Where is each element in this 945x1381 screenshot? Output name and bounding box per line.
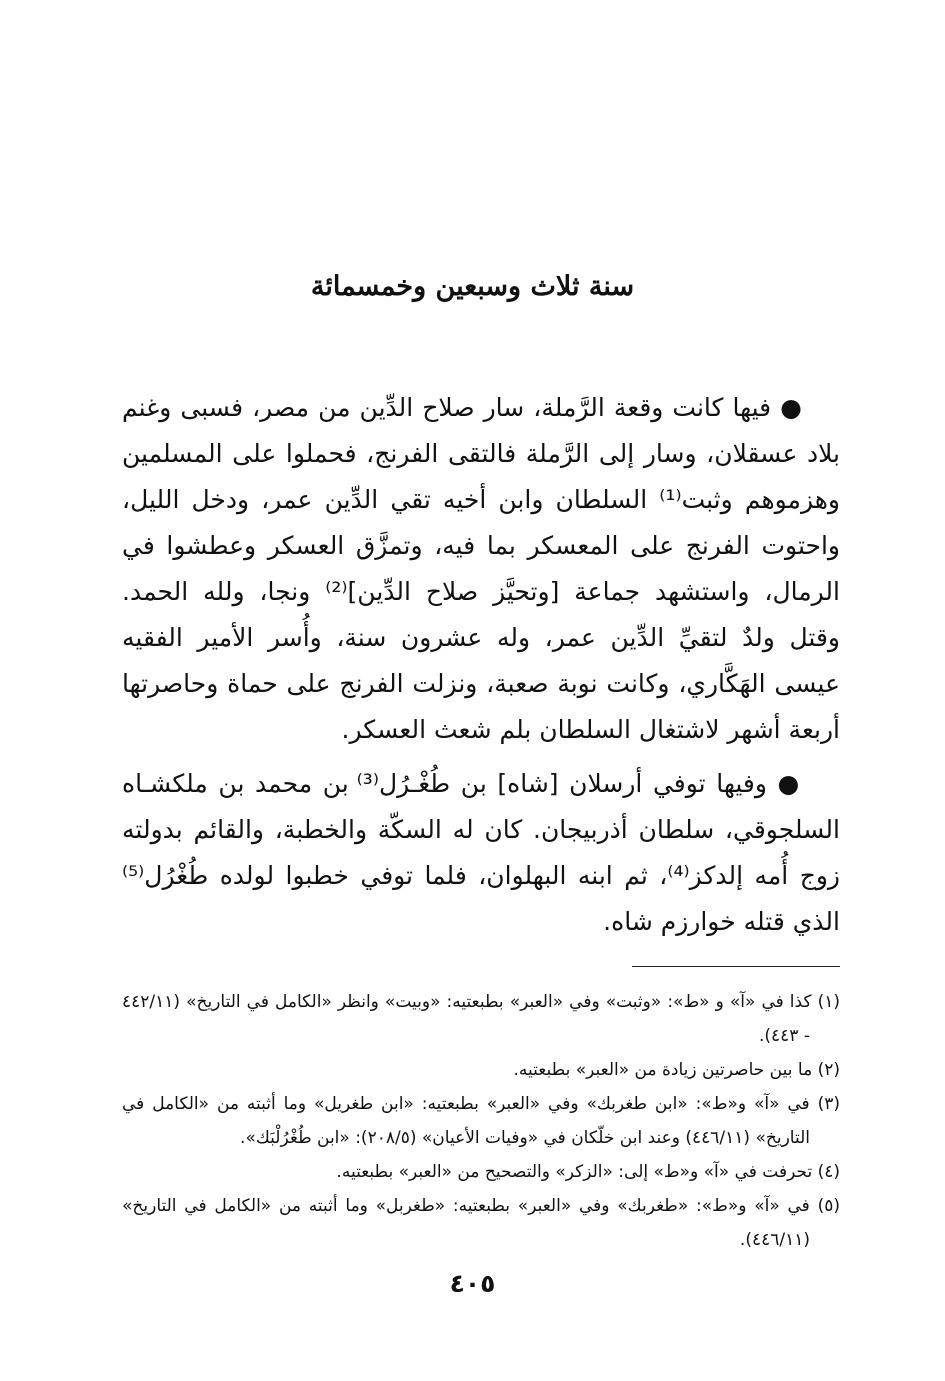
paragraph-2: ● وفيها توفي أرسلان [شاه] بن طُغْـرُل⁽³⁾ بن محمد بن ملكشـاه السلجوقي، سلطان أذربيجان. كان له السكّة والخطبة، والقائم بدولته زوج أُمه إلدكز⁽⁴⁾، ثم ابنه البهلوان، فلما توفي خطبوا لولده طُغْرُل⁽⁵⁾ الذي قتله خوارزم شاه. xyxy=(122,769,840,936)
footnote-3: (٣) في «آ» و«ط»: «ابن طغربك» وفي «العبر» بطبعتيه: «ابن طغريل» وما أثبته من «الكامل في التاريخ» (٤٤٦/١١) وعند ابن خلّكان في «وفيات الأعيان» (٢٠٨/٥): «ابن طُغْرُلْبَك». xyxy=(122,1094,840,1148)
footnote-5: (٥) في «آ» و«ط»: «طغربك» وفي «العبر» بطبعتيه: «طغربل» وما أثبته من «الكامل في التاريخ» (٤٤٦/١١). xyxy=(122,1196,840,1250)
footnote-2: (٢) ما بين حاصرتين زيادة من «العبر» بطبعتيه. xyxy=(513,1060,840,1080)
footnotes xyxy=(122,985,840,1257)
footnote-separator xyxy=(632,966,840,967)
paragraph-1: ● فيها كانت وقعة الرَّملة، سار صلاح الدِّين من مصر، فسبى وغنم بلاد عسقلان، وسار إلى الرَّملة فالتقى الفرنج، فحملوا على المسلمين وهزموهم وثبت⁽¹⁾ السلطان وابن أخيه تقي الدِّين عمر، ودخل الليل، واحتوت الفرنج على المعسكر بما فيه، وتمزَّق العسكر وعطشوا في الرمال، واستشهد جماعة [وتحيَّز صلاح الدِّين]⁽²⁾ ونجا، ولله الحمد. وقتل ولدٌ لتقيِّ الدِّين عمر، وله عشرون سنة، وأُسر الأمير الفقيه عيسى الهَكَّاري، وكانت نوبة صعبة، ونزلت الفرنج على حماة وحاصرتها أربعة أشهر لاشتغال السلطان بلم شعث العسكر. xyxy=(122,393,840,744)
page-title: سنة ثلاث وسبعين وخمسمائة xyxy=(310,271,635,302)
page-number: ٤٠٥ xyxy=(449,1269,496,1298)
body-text xyxy=(122,385,840,953)
footnote-4: (٤) تحرفت في «آ» و«ط» إلى: «الزكر» والتصحيح من «العبر» بطبعتيه. xyxy=(336,1162,840,1182)
footnote-1: (١) كذا في «آ» و «ط»: «وثبت» وفي «العبر» بطبعتيه: «وبيت» وانظر «الكامل في التاريخ» (٤٤٢/١١ - ٤٤٣). xyxy=(122,992,840,1046)
